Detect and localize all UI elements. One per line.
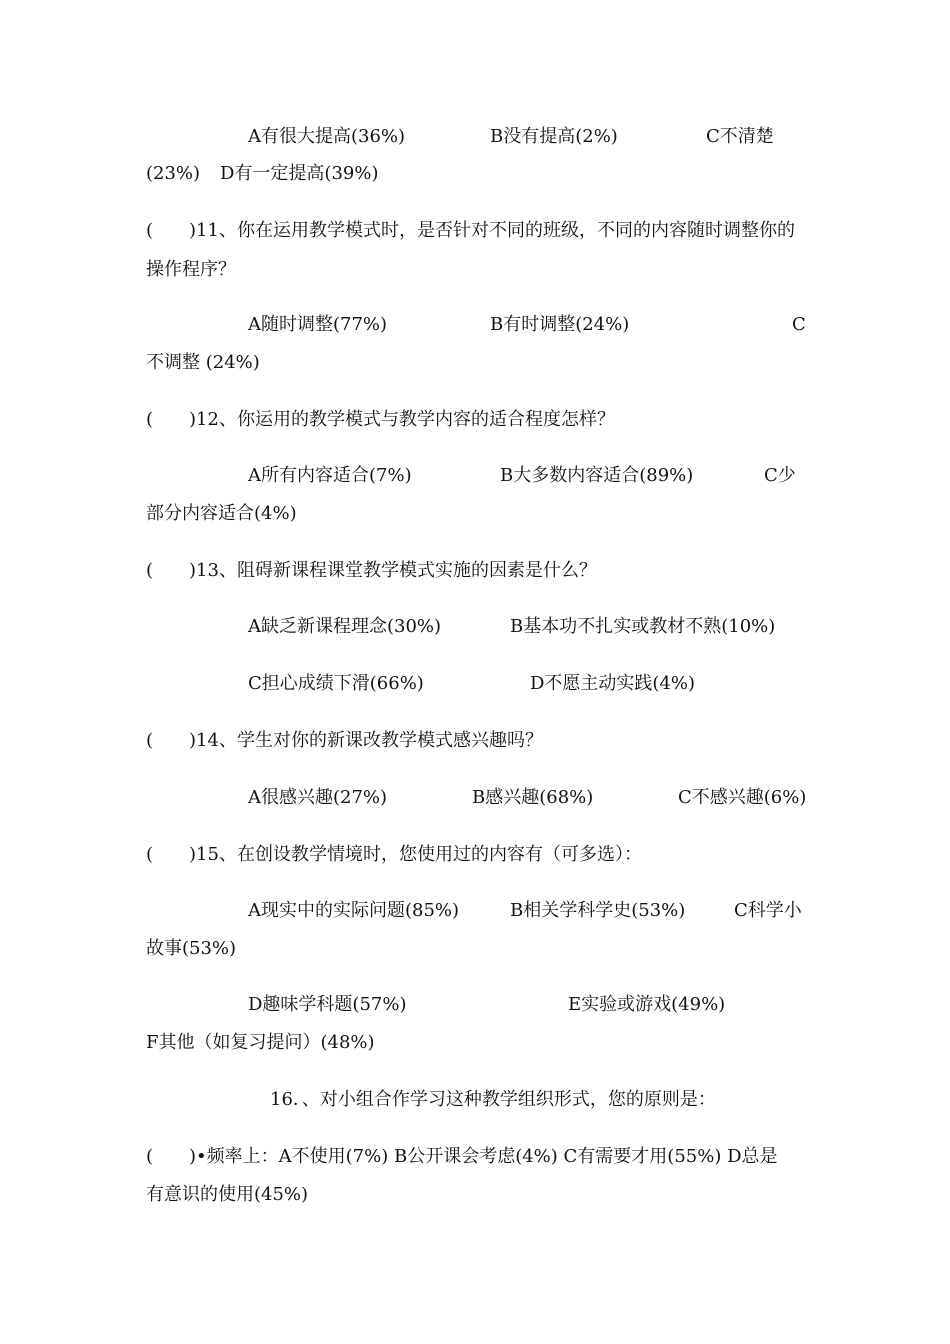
q16-frequency-line2: 有意识的使用(45%) bbox=[146, 1184, 309, 1205]
q14-question: ( )14、学生对你的新课改教学模式感兴趣吗？ bbox=[146, 730, 543, 751]
q15-option-c-continued: 故事(53%) bbox=[146, 938, 237, 959]
q15-question: ( )15、在创设教学情境时，您使用过的内容有（可多选）： bbox=[146, 844, 642, 865]
q11-option-a: A随时调整(77%) bbox=[248, 314, 388, 335]
q14-option-c: C不感兴趣(6%) bbox=[678, 787, 807, 808]
q15-option-c: C科学小 bbox=[734, 900, 802, 921]
q13-option-a: A缺乏新课程理念(30%) bbox=[248, 616, 442, 637]
q12-option-a: A所有内容适合(7%) bbox=[248, 465, 412, 486]
q12-option-c-continued: 部分内容适合(4%) bbox=[146, 503, 297, 524]
q13-question: ( )13、阻碍新课程课堂教学模式实施的因素是什么？ bbox=[146, 560, 597, 581]
q11-option-c: C bbox=[792, 314, 806, 335]
q16-frequency-line1: ( )•频率上：A不使用(7%) B公开课会考虑(4%) C有需要才用(55%) D总是 bbox=[146, 1146, 778, 1167]
q15-option-d: D趣味学科题(57%) bbox=[248, 994, 407, 1015]
q11-question-line2: 操作程序？ bbox=[146, 259, 236, 280]
q12-option-c: C少 bbox=[764, 465, 796, 486]
q10-option-a: A有很大提高(36%) bbox=[248, 126, 406, 147]
q12-option-b: B大多数内容适合(89%) bbox=[500, 465, 694, 486]
q11-question-line1: ( )11、你在运用教学模式时，是否针对不同的班级，不同的内容随时调整你的 bbox=[146, 220, 795, 241]
q12-question: ( )12、你运用的教学模式与教学内容的适合程度怎样？ bbox=[146, 409, 615, 430]
q10-option-c-continued: (23%) bbox=[146, 163, 201, 184]
q11-option-c-continued: 不调整 (24%) bbox=[146, 352, 260, 373]
q10-option-b: B没有提高(2%) bbox=[490, 126, 618, 147]
q13-option-d: D不愿主动实践(4%) bbox=[530, 673, 696, 694]
q15-option-e: E实验或游戏(49%) bbox=[568, 994, 726, 1015]
q14-option-b: B感兴趣(68%) bbox=[472, 787, 594, 808]
q15-option-b: B相关学科学史(53%) bbox=[510, 900, 686, 921]
q15-option-a: A现实中的实际问题(85%) bbox=[248, 900, 460, 921]
q14-option-a: A很感兴趣(27%) bbox=[248, 787, 388, 808]
q10-option-c: C不清楚 bbox=[706, 126, 774, 147]
q16-heading: 16．、对小组合作学习这种教学组织形式，您的原则是： bbox=[270, 1089, 716, 1110]
q11-option-b: B有时调整(24%) bbox=[490, 314, 630, 335]
q13-option-b: B基本功不扎实或教材不熟(10%) bbox=[510, 616, 776, 637]
q10-option-d: D有一定提高(39%) bbox=[220, 163, 379, 184]
q15-option-f: F其他（如复习提问）(48%) bbox=[146, 1032, 375, 1053]
q13-option-c: C担心成绩下滑(66%) bbox=[248, 673, 424, 694]
